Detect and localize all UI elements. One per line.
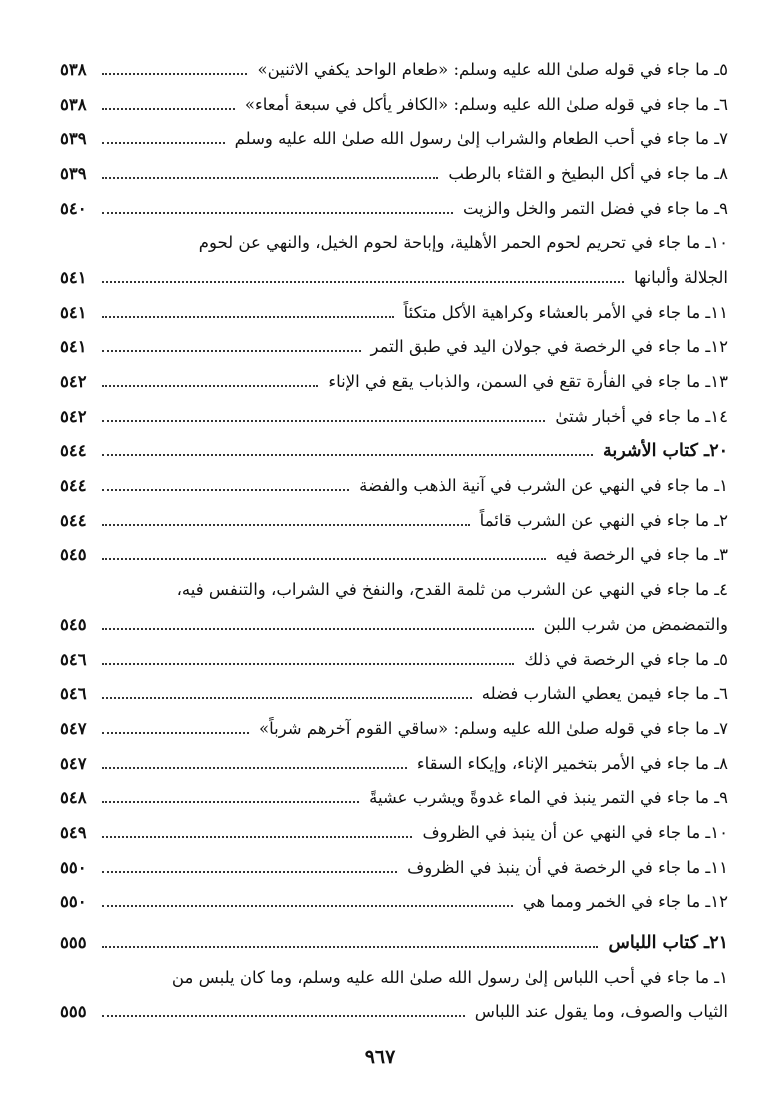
page-number: ٥٤٤ [60, 441, 87, 461]
toc-entry: ١٣ـ ما جاء في الفأرة تقع في السمن، والذباب يقع في الإناء ٥٤٢ [60, 372, 728, 392]
page-number: ٥٥٠ [60, 892, 87, 912]
toc-entry: ٧ـ ما جاء في أحب الطعام والشراب إلىٰ رسول الله صلىٰ الله عليه وسلم ٥٣٩ [60, 129, 728, 149]
toc-entry: ٦ـ ما جاء في قوله صلىٰ الله عليه وسلم: «الكافر يأكل في سبعة أمعاء» ٥٣٨ [60, 94, 728, 114]
toc-entry-continuation: والتمضمض من شرب اللبن ٥٤٥ [60, 614, 728, 634]
leader-dots [102, 800, 359, 803]
page-number: ٥٤٥ [60, 545, 87, 565]
leader-dots [102, 488, 349, 491]
toc-entry: ٩ـ ما جاء في فضل التمر والخل والزيت ٥٤٠ [60, 198, 728, 218]
toc-entry: ١١ـ ما جاء في الأمر بالعشاء وكراهية الأكل متكئاً ٥٤١ [60, 302, 728, 322]
leader-dots [102, 141, 225, 144]
toc-entry: ٢ـ ما جاء في النهي عن الشرب قائماً ٥٤٤ [60, 510, 728, 530]
page-number: ٥٤٧ [60, 753, 87, 773]
page-number: ٥٥٥ [60, 933, 87, 953]
page-number: ٥٤٦ [60, 684, 87, 704]
toc-entry: ١٠ـ ما جاء في تحريم لحوم الحمر الأهلية، وإباحة لحوم الخيل، والنهي عن لحوم [198, 233, 728, 253]
toc-entry: ١٢ـ ما جاء في الرخصة في جولان اليد في طبق التمر ٥٤١ [60, 337, 728, 357]
leader-dots [102, 1014, 465, 1017]
toc-entry: ٧ـ ما جاء في قوله صلىٰ الله عليه وسلم: «ساقي القوم آخرهم شرباً» ٥٤٧ [60, 718, 728, 738]
toc-entry: ٨ـ ما جاء في الأمر بتخمير الإناء، وإيكاء السقاء ٥٤٧ [60, 753, 728, 773]
page-number: ٥٤٧ [60, 718, 87, 738]
leader-dots [102, 835, 412, 838]
leader-dots [102, 280, 624, 283]
page-number: ٥٤٤ [60, 476, 87, 496]
leader-dots [102, 557, 546, 560]
page-number: ٥٤٩ [60, 822, 87, 842]
page-number: ٥٤٨ [60, 788, 87, 808]
toc-entry: ٨ـ ما جاء في أكل البطيخ و القثاء بالرطب ٥٣٩ [60, 163, 728, 183]
leader-dots [102, 870, 397, 873]
page-number: ٥٤٤ [60, 510, 87, 530]
page-number: ٥٤٥ [60, 614, 87, 634]
toc-entry-continuation: الجلالة وألبانها ٥٤١ [60, 267, 728, 287]
page-number: ٥٤١ [60, 302, 87, 322]
leader-dots [102, 315, 394, 318]
page-number: ٥٤١ [60, 267, 87, 287]
page-number: ٥٤٦ [60, 649, 87, 669]
leader-dots [102, 107, 235, 110]
toc-entry: ٤ـ ما جاء في النهي عن الشرب من ثلمة القدح، والنفخ في الشراب، والتنفس فيه، [176, 580, 728, 600]
leader-dots [102, 627, 534, 630]
page-number: ٥٤٠ [60, 198, 87, 218]
book-heading: ٢١ـ كتاب اللباس ٥٥٥ [60, 932, 728, 953]
toc-entry: ١ـ ما جاء في أحب اللباس إلىٰ رسول الله صلىٰ الله عليه وسلم، وما كان يلبس من [171, 967, 728, 987]
toc-entry-continuation: الثياب والصوف، وما يقول عند اللباس ٥٥٥ [60, 1002, 728, 1022]
book-heading: ٢٠ـ كتاب الأشربة ٥٤٤ [60, 440, 728, 461]
toc-entry: ٣ـ ما جاء في الرخصة فيه ٥٤٥ [60, 545, 728, 565]
page-number: ٥٤٢ [60, 372, 87, 392]
leader-dots [102, 904, 513, 907]
leader-dots [102, 731, 249, 734]
page-number: ٥٥٠ [60, 857, 87, 877]
leader-dots [102, 419, 545, 422]
toc-entry: ١٤ـ ما جاء في أخبار شتىٰ ٥٤٢ [60, 406, 728, 426]
leader-dots [102, 945, 598, 948]
page-number: ٥٥٥ [60, 1002, 87, 1022]
leader-dots [102, 349, 361, 352]
leader-dots [102, 523, 470, 526]
page-number: ٥٣٩ [60, 129, 87, 149]
page-number: ٥٣٩ [60, 163, 87, 183]
page-number: ٥٣٨ [60, 59, 87, 79]
table-of-contents [60, 52, 728, 1029]
folio-page-number: ٩٦٧ [364, 1046, 396, 1068]
toc-entry: ٥ـ ما جاء في الرخصة في ذلك ٥٤٦ [60, 649, 728, 669]
page-number: ٥٤١ [60, 337, 87, 357]
leader-dots [102, 766, 407, 769]
leader-dots [102, 72, 247, 75]
toc-entry: ١٠ـ ما جاء في النهي عن أن ينبذ في الظروف ٥٤٩ [60, 822, 728, 842]
page-number: ٥٣٨ [60, 94, 87, 114]
toc-entry: ١١ـ ما جاء في الرخصة في أن ينبذ في الظروف ٥٥٠ [60, 857, 728, 877]
toc-entry: ٦ـ ما جاء فيمن يعطي الشارب فضله ٥٤٦ [60, 684, 728, 704]
leader-dots [102, 696, 472, 699]
leader-dots [102, 453, 593, 456]
leader-dots [102, 211, 453, 214]
toc-entry: ٩ـ ما جاء في التمر ينبذ في الماء غدوةً ويشرب عشيةً ٥٤٨ [60, 788, 728, 808]
leader-dots [102, 384, 318, 387]
leader-dots [102, 176, 438, 179]
page-number: ٥٤٢ [60, 406, 87, 426]
toc-entry: ٥ـ ما جاء في قوله صلىٰ الله عليه وسلم: «طعام الواحد يكفي الاثنين» ٥٣٨ [60, 59, 728, 79]
leader-dots [102, 662, 514, 665]
toc-entry: ١ـ ما جاء في النهي عن الشرب في آنية الذهب والفضة ٥٤٤ [60, 476, 728, 496]
toc-entry: ١٢ـ ما جاء في الخمر ومما هي ٥٥٠ [60, 892, 728, 912]
